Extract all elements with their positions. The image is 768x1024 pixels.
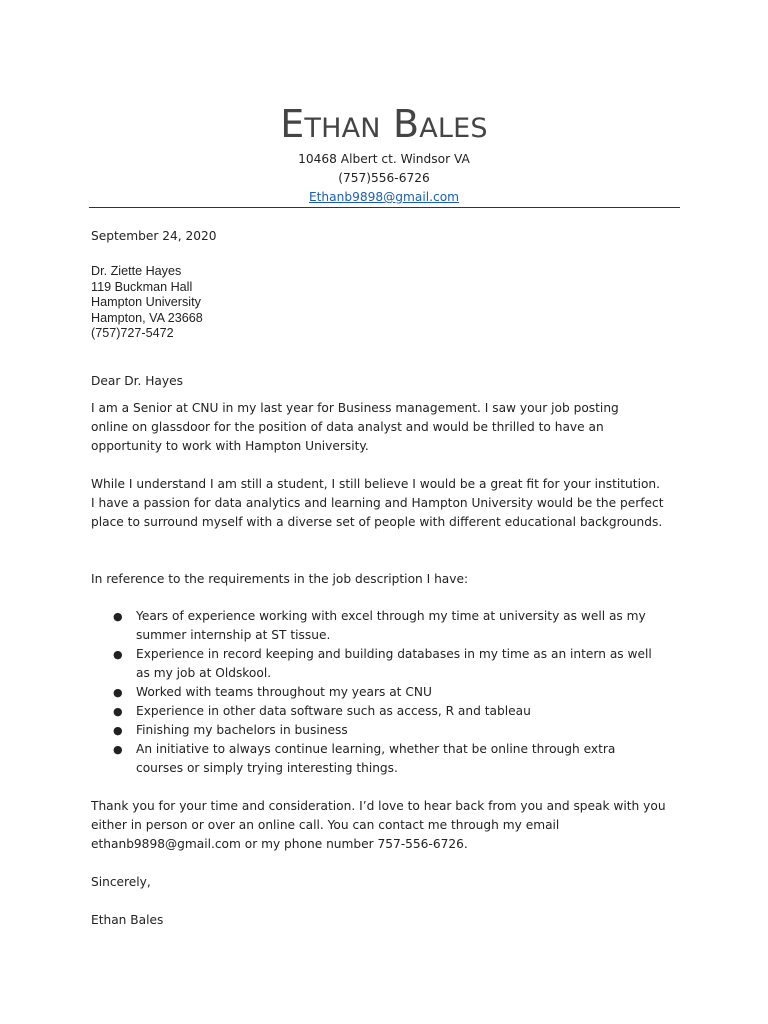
recipient-block: [91, 264, 681, 342]
letter-date: September 24, 2020: [91, 229, 217, 243]
salutation: Dear Dr. Hayes: [91, 374, 183, 388]
sender-name: Ethan Bales: [280, 102, 488, 146]
list-item: [91, 683, 681, 702]
signature: Ethan Bales: [91, 913, 164, 927]
list-item: [91, 721, 681, 740]
header-divider: [89, 207, 680, 208]
bullet-icon: ●: [113, 610, 123, 623]
requirements-list: [91, 607, 681, 778]
paragraph-requirements-intro: In reference to the requirements in the job description I have:: [91, 572, 469, 586]
recipient-street: 119 Buckman Hall: [91, 279, 193, 294]
bullet-icon: ●: [113, 724, 123, 737]
list-item: [91, 645, 656, 683]
paragraph-fit: While I understand I am still a student, I still believe I would be a great fit for your institution. I have a passion for data analytics and learning and Hampton University would be the perfect place to surround myself with a diverse set of people with different educational backgrounds.: [91, 477, 664, 529]
bullet-icon: ●: [113, 705, 123, 718]
letterhead: [0, 98, 768, 207]
list-item: [91, 702, 681, 721]
list-item-text: Worked with teams throughout my years at CNU: [136, 685, 432, 699]
sender-email-link[interactable]: Ethanb9898@gmail.com: [308, 190, 460, 204]
list-item-text: An initiative to always continue learning, whether that be online through extra courses or simply trying interesting things.: [136, 742, 616, 775]
bullet-icon: ●: [113, 686, 123, 699]
closing: Sincerely,: [91, 875, 151, 889]
list-item-text: Experience in other data software such as access, R and tableau: [136, 704, 531, 718]
sender-address: 10468 Albert ct. Windsor VA: [298, 152, 470, 166]
bullet-icon: ●: [113, 648, 123, 661]
bullet-icon: ●: [113, 743, 123, 756]
list-item: [91, 740, 636, 778]
recipient-city: Hampton, VA 23668: [91, 310, 203, 325]
sender-phone: (757)556-6726: [338, 171, 430, 185]
paragraph-intro: I am a Senior at CNU in my last year for Business management. I saw your job posting online on glassdoor for the position of data analyst and would be thrilled to have an opportunity to work with Hampton University.: [91, 401, 619, 453]
recipient-org: Hampton University: [91, 295, 201, 310]
list-item-text: Finishing my bachelors in business: [136, 723, 348, 737]
list-item: [91, 607, 656, 645]
list-item-text: Years of experience working with excel through my time at university as well as my summer internship at ST tissue.: [136, 609, 646, 642]
recipient-phone: (757)727-5472: [91, 326, 174, 341]
paragraph-closing: Thank you for your time and consideration. I’d love to hear back from you and speak with you either in person or over an online call. You can contact me through my email ethanb9898@gmail.com or my phone number 757-556-6726.: [91, 799, 666, 851]
recipient-name: Dr. Ziette Hayes: [91, 264, 182, 278]
list-item-text: Experience in record keeping and building databases in my time as an intern as well as my job at Oldskool.: [136, 647, 652, 680]
